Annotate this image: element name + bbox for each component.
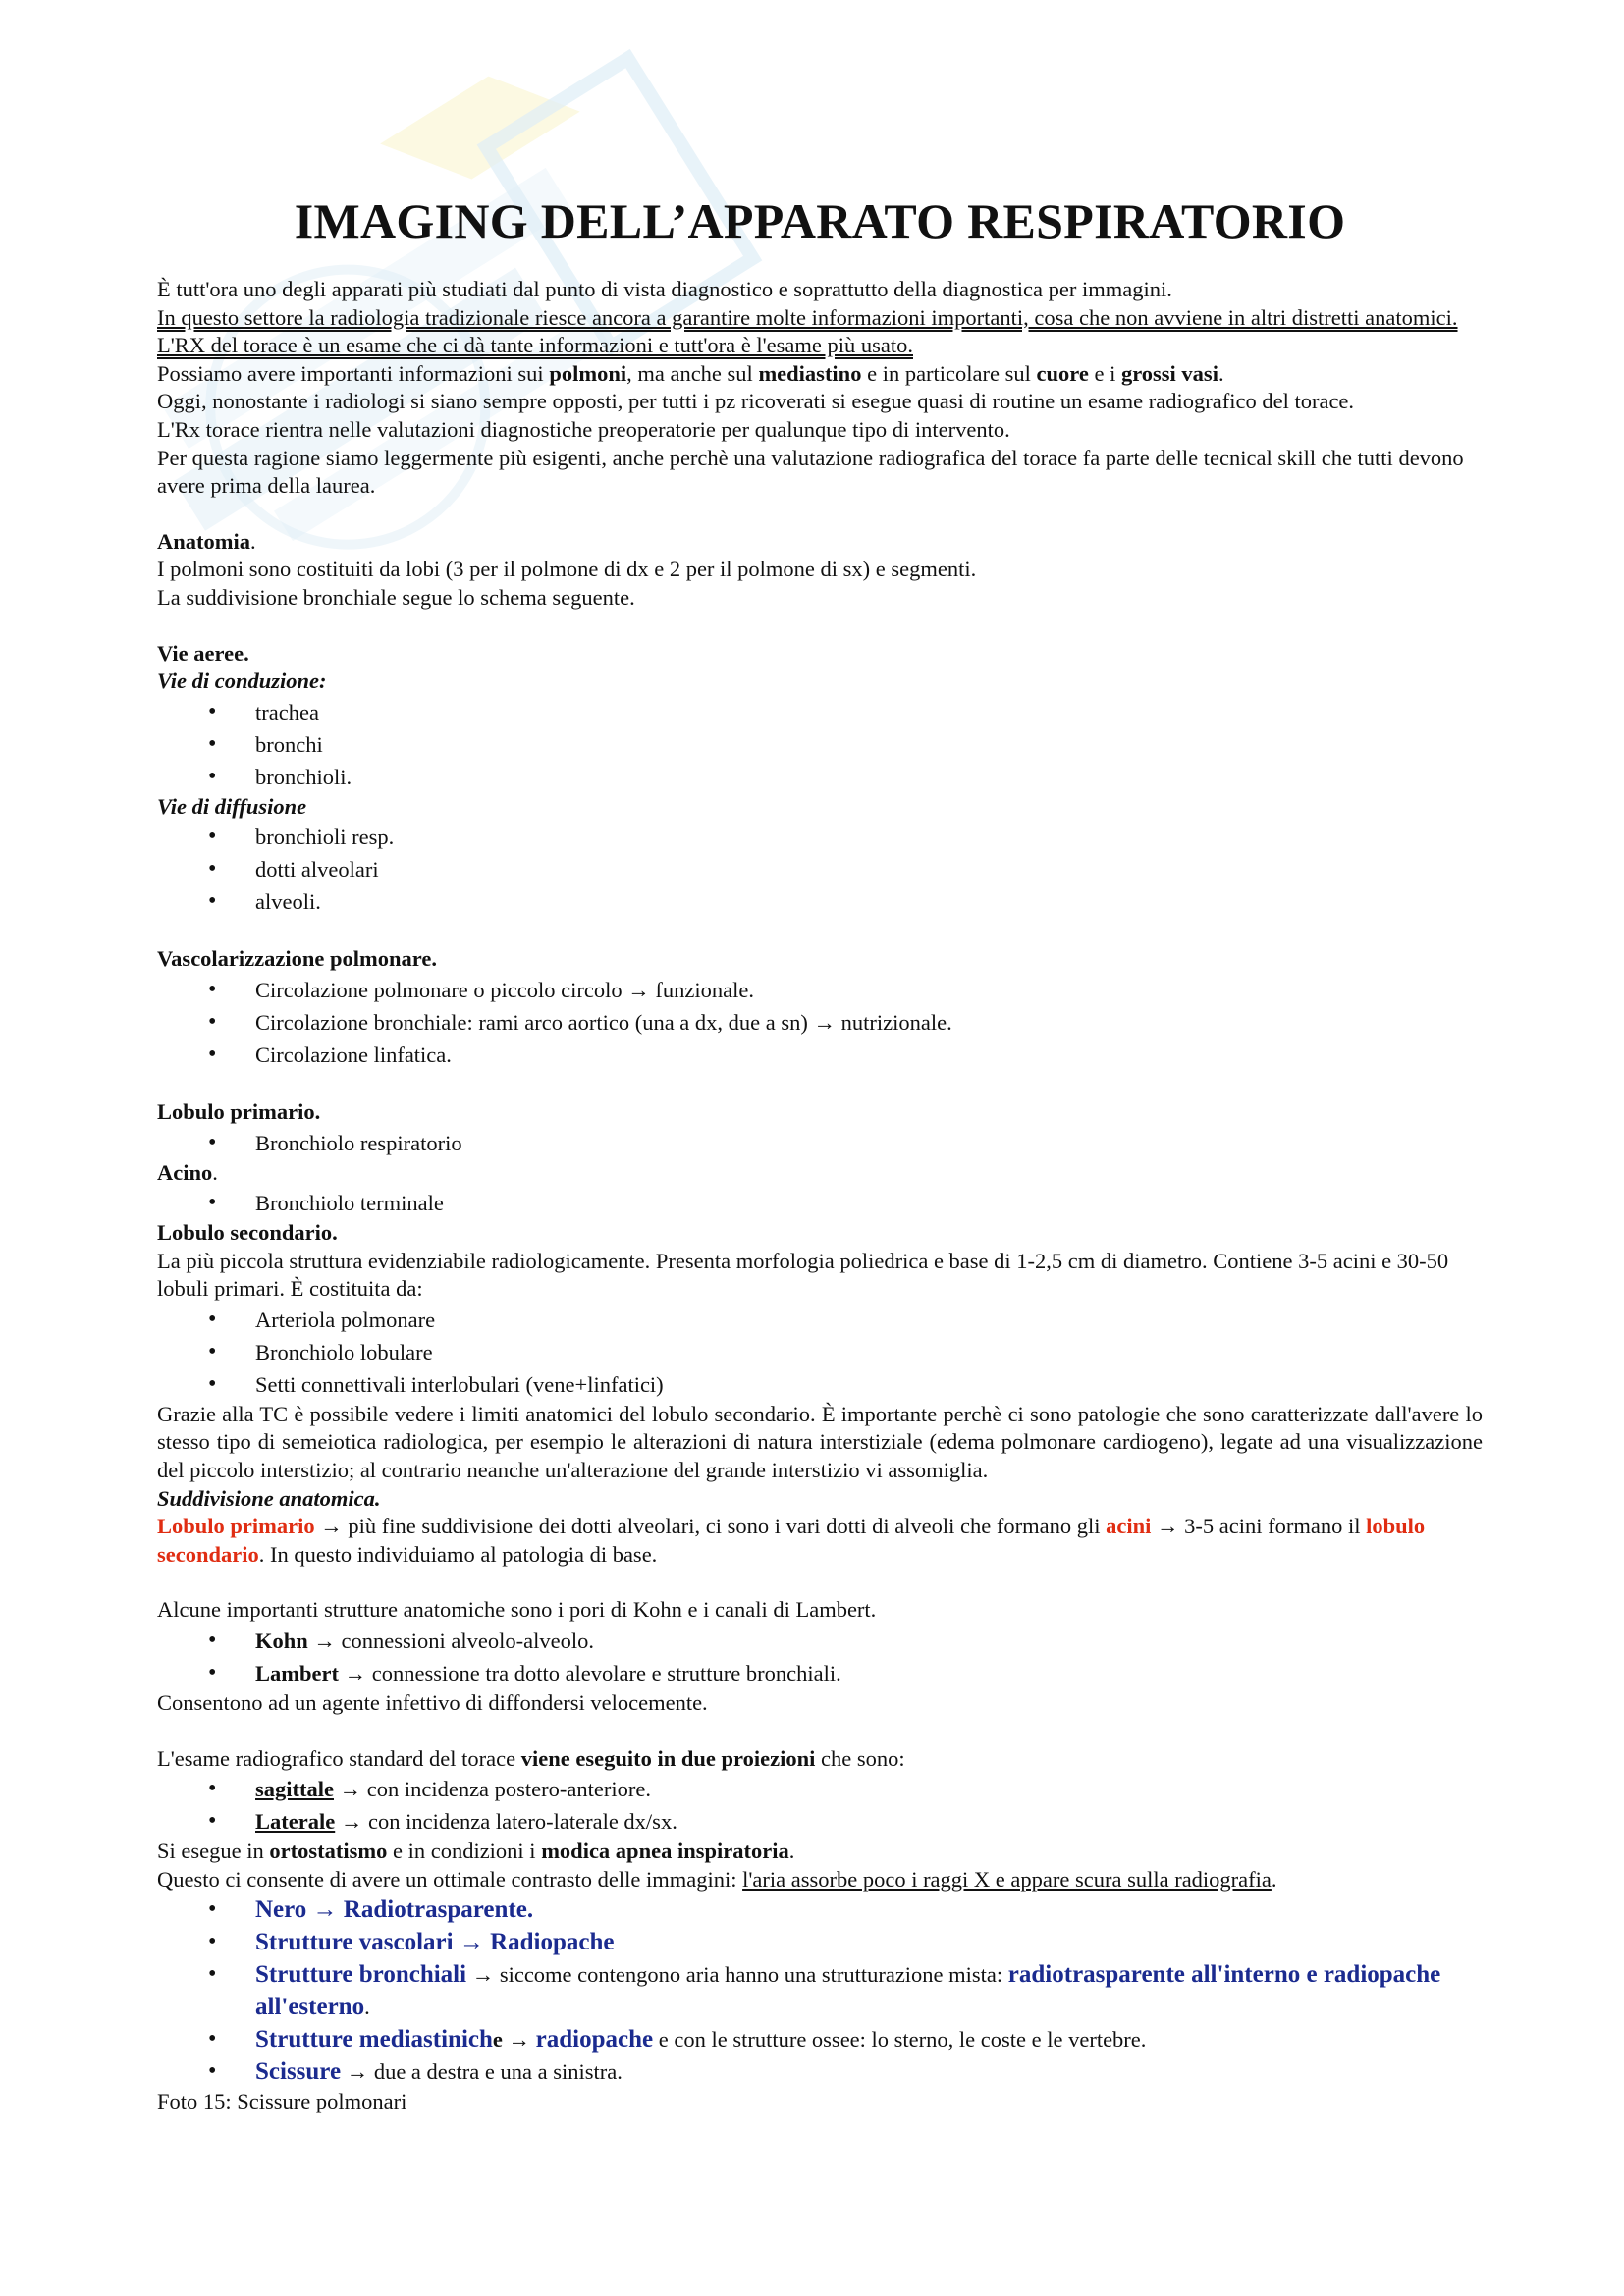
vie-diffusione-list bbox=[157, 821, 1483, 918]
intro-paragraph-4: Oggi, nonostante i radiologi si siano sempre opposti, per tutti i pz ricoverati si esegue quasi di routine un esame radiografico del torace. bbox=[157, 389, 1355, 414]
lobulo-primario-list bbox=[157, 1127, 1483, 1159]
intro-paragraph-2: In questo settore la radiologia tradizionale riesce ancora a garantire molte informazioni importanti, cosa che non avviene in altri distretti anatomici. L'RX del torace è un esame che ci dà tante informazioni e tutt'ora è l'esame più usato. bbox=[157, 304, 1458, 358]
list-item: • Circolazione polmonare o piccolo circolo → funzionale. bbox=[157, 974, 1483, 1006]
intro-paragraph-1: È tutt'ora uno degli apparati più studiati dal punto di vista diagnostico e soprattutto della diagnostica per immagini. bbox=[157, 277, 1172, 301]
intro-paragraph-3: Possiamo avere importanti informazioni sui polmoni, ma anche sul mediastino e in particolare sul cuore e i grossi vasi. bbox=[157, 360, 1224, 386]
acino-list bbox=[157, 1187, 1483, 1219]
vascolarizzazione-heading: Vascolarizzazione polmonare. bbox=[157, 946, 437, 972]
list-item: • bronchioli. bbox=[157, 761, 1483, 793]
pori-intro: Alcune importanti strutture anatomiche sono i pori di Kohn e i canali di Lambert. bbox=[157, 1597, 877, 1623]
vie-diffusione-heading: Vie di diffusione bbox=[157, 793, 307, 819]
list-item: • Scissure → due a destra e una a sinistra. bbox=[157, 2056, 1483, 2088]
list-item: • Setti connettivali interlobulari (vene+linfatici) bbox=[157, 1368, 1483, 1401]
page-title: IMAGING DELL’APPARATO RESPIRATORIO bbox=[294, 193, 1346, 248]
intro-paragraph-6: Per questa ragione siamo leggermente più esigenti, anche perchè una valutazione radiografica del torace fa parte delle tecnical skill che tutti devono avere prima della laurea. bbox=[157, 445, 1464, 499]
list-item: • Lambert → connessione tra dotto alevolare e strutture bronchiali. bbox=[157, 1657, 1483, 1689]
contrasto-line: Questo ci consente di avere un ottimale contrasto delle immagini: l'aria assorbe poco i raggi X e appare scura sulla radiografia. bbox=[157, 1866, 1277, 1892]
list-item: • Laterale → con incidenza latero-laterale dx/sx. bbox=[157, 1805, 1483, 1838]
list-item: • bronchi bbox=[157, 728, 1483, 761]
lobulo-secondario-heading: Lobulo secondario. bbox=[157, 1220, 338, 1246]
list-item: • Kohn → connessioni alveolo-alveolo. bbox=[157, 1625, 1483, 1657]
anatomia-heading: Anatomia. bbox=[157, 528, 256, 554]
list-item: • Bronchiolo terminale bbox=[157, 1187, 1483, 1219]
list-item: • Nero → Radiotrasparente. bbox=[157, 1894, 1483, 1926]
list-item: • dotti alveolari bbox=[157, 853, 1483, 885]
radio-list bbox=[157, 1894, 1483, 2088]
list-item: • Circolazione bronchiale: rami arco aortico (una a dx, due a sn) → nutrizionale. bbox=[157, 1006, 1483, 1039]
list-item: • bronchioli resp. bbox=[157, 821, 1483, 853]
list-item: • sagittale → con incidenza postero-anteriore. bbox=[157, 1773, 1483, 1805]
list-item: • Strutture mediastiniche → radiopache e con le strutture ossee: lo sterno, le coste e le vertebre. bbox=[157, 2023, 1483, 2056]
lobulo-secondario-text: La più piccola struttura evidenziabile radiologicamente. Presenta morfologia poliedrica e base di 1-2,5 cm di diametro. Contiene 3-5 acini e 30-50 lobuli primari. È costituita da: bbox=[157, 1248, 1449, 1302]
proiezioni-list bbox=[157, 1773, 1483, 1838]
lobulo-secondario-list bbox=[157, 1304, 1483, 1401]
list-item: • Strutture vascolari → Radiopache bbox=[157, 1926, 1483, 1958]
list-item: • trachea bbox=[157, 696, 1483, 728]
vascolarizzazione-list bbox=[157, 974, 1483, 1071]
pori-outro: Consentono ad un agente infettivo di diffondersi velocemente. bbox=[157, 1690, 708, 1716]
pori-list bbox=[157, 1625, 1483, 1689]
lobulo-primario-heading: Lobulo primario. bbox=[157, 1098, 321, 1124]
intro-paragraph-5: L'Rx torace rientra nelle valutazioni diagnostiche preoperatorie per qualunque tipo di intervento. bbox=[157, 416, 1010, 442]
anatomia-paragraph-2: La suddivisione bronchiale segue lo schema seguente. bbox=[157, 584, 635, 610]
suddivisione-heading: Suddivisione anatomica. bbox=[157, 1485, 381, 1511]
vie-aeree-heading: Vie aeree. bbox=[157, 640, 249, 666]
acino-heading: Acino. bbox=[157, 1159, 218, 1185]
list-item: • Arteriola polmonare bbox=[157, 1304, 1483, 1336]
list-item: • Bronchiolo lobulare bbox=[157, 1336, 1483, 1368]
foto-caption: Foto 15: Scissure polmonari bbox=[157, 2089, 407, 2114]
list-item: • alveoli. bbox=[157, 885, 1483, 918]
anatomia-paragraph-1: I polmoni sono costituiti da lobi (3 per il polmone di dx e 2 per il polmone di sx) e segmenti. bbox=[157, 557, 977, 582]
suddivisione-paragraph: Lobulo primario → più fine suddivisione dei dotti alveolari, ci sono i vari dotti di alveoli che formano gli acini → 3-5 acini formano il lobulo secondario. In questo individuiamo al patologia di base. bbox=[157, 1514, 1426, 1567]
tc-paragraph: Grazie alla TC è possibile vedere i limiti anatomici del lobulo secondario. È importante perchè ci sono patologie che sono caratterizzate dall'avere lo stesso tipo di semeiotica radiologica, per esempio le alterazioni di natura interstiziale (edema polmonare cardiogeno), legate ad una visualizzazione del piccolo interstizio; al contrario neanche un'alterazione del grande interstizio vi assomiglia. bbox=[157, 1401, 1483, 1483]
list-item: • Bronchiolo respiratorio bbox=[157, 1127, 1483, 1159]
vie-conduzione-heading: Vie di conduzione: bbox=[157, 668, 327, 694]
ortostatismo-line: Si esegue in ortostatismo e in condizioni i modica apnea inspiratoria. bbox=[157, 1839, 795, 1864]
list-item: • Circolazione linfatica. bbox=[157, 1039, 1483, 1071]
list-item: • Strutture bronchiali → siccome contengono aria hanno una strutturazione mista: radiotrasparente all'interno e radiopache all'esterno. bbox=[157, 1958, 1483, 2023]
vie-conduzione-list bbox=[157, 696, 1483, 793]
document-page bbox=[157, 191, 1483, 2116]
esame-intro: L'esame radiografico standard del torace viene eseguito in due proiezioni che sono: bbox=[157, 1745, 905, 1771]
